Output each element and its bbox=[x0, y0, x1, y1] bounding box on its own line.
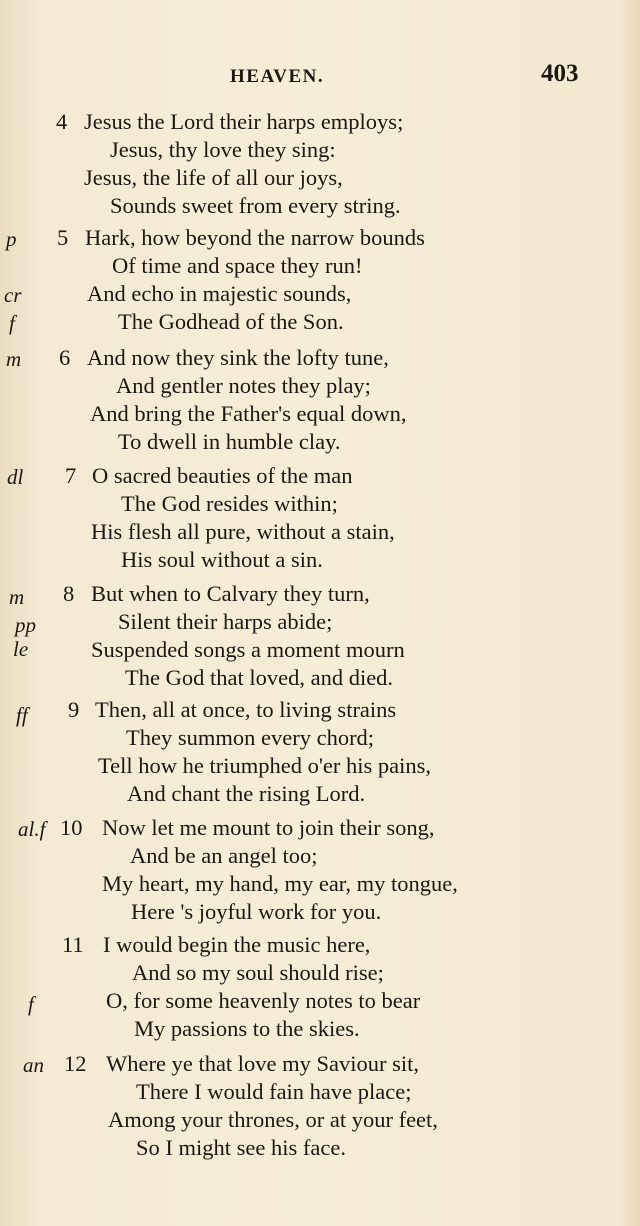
verse-line: I would begin the music here, bbox=[103, 932, 371, 957]
verse-line: The God that loved, and died. bbox=[125, 665, 394, 690]
verse-line: My heart, my hand, my ear, my tongue, bbox=[102, 871, 458, 896]
verse-line: Among your thrones, or at your feet, bbox=[108, 1107, 438, 1132]
verse-line: Suspended songs a moment mourn bbox=[91, 637, 405, 662]
verse-line: To dwell in humble clay. bbox=[118, 429, 341, 454]
verse-line: Sounds sweet from every string. bbox=[110, 193, 401, 218]
dynamic-mark: p bbox=[6, 227, 17, 251]
verse-line: His soul without a sin. bbox=[121, 547, 323, 572]
verse-line: O sacred beauties of the man bbox=[92, 463, 353, 488]
verse-line: Of time and space they run! bbox=[112, 253, 363, 278]
verse-line: Jesus the Lord their harps employs; bbox=[84, 109, 404, 134]
verse-line: And be an angel too; bbox=[130, 843, 318, 868]
verse-line: My passions to the skies. bbox=[134, 1016, 360, 1041]
dynamic-mark: al.f bbox=[18, 817, 46, 841]
dynamic-mark: ff bbox=[16, 703, 28, 727]
dynamic-mark: m bbox=[6, 347, 22, 371]
stanza-number: 6 bbox=[59, 345, 71, 370]
verse-line: Jesus, the life of all our joys, bbox=[84, 165, 343, 190]
dynamic-mark: le bbox=[13, 637, 29, 661]
verse-line: Now let me mount to join their song, bbox=[102, 815, 435, 840]
dynamic-mark: f bbox=[9, 311, 15, 335]
verse-line: His flesh all pure, without a stain, bbox=[91, 519, 395, 544]
stanza-number: 7 bbox=[65, 463, 77, 488]
stanza-number: 8 bbox=[63, 581, 75, 606]
verse-line: Tell how he triumphed o'er his pains, bbox=[98, 753, 432, 778]
verse-line: And chant the rising Lord. bbox=[127, 781, 366, 806]
verse-line: So I might see his face. bbox=[136, 1135, 346, 1160]
verse-line: The God resides within; bbox=[121, 491, 338, 516]
stanza-number: 10 bbox=[60, 815, 83, 840]
verse-line: And bring the Father's equal down, bbox=[90, 401, 407, 426]
page-number: 403 bbox=[541, 60, 579, 87]
verse-line: Jesus, thy love they sing: bbox=[110, 137, 336, 162]
verse-line: Hark, how beyond the narrow bounds bbox=[85, 225, 425, 250]
dynamic-mark: an bbox=[23, 1053, 44, 1077]
verse-line: They summon every chord; bbox=[126, 725, 375, 750]
verse-line: Then, all at once, to living strains bbox=[95, 697, 397, 722]
dynamic-mark: cr bbox=[4, 283, 22, 307]
stanza-number: 12 bbox=[64, 1051, 87, 1076]
verse-line: And echo in majestic sounds, bbox=[87, 281, 352, 306]
verse-line: Where ye that love my Saviour sit, bbox=[106, 1051, 420, 1076]
verse-line: And gentler notes they play; bbox=[116, 373, 371, 398]
verse-line: Here 's joyful work for you. bbox=[131, 899, 382, 924]
stanza-number: 5 bbox=[57, 225, 69, 250]
verse-line: But when to Calvary they turn, bbox=[91, 581, 370, 606]
verse-line: And so my soul should rise; bbox=[132, 960, 384, 985]
stanza-number: 11 bbox=[62, 932, 84, 957]
dynamic-mark: dl bbox=[7, 465, 24, 489]
verse-line: There I would fain have place; bbox=[136, 1079, 412, 1104]
verse-line: And now they sink the lofty tune, bbox=[87, 345, 389, 370]
verse-line: The Godhead of the Son. bbox=[118, 309, 344, 334]
verse-line: Silent their harps abide; bbox=[118, 609, 333, 634]
stanza-number: 9 bbox=[68, 697, 80, 722]
verse-line: O, for some heavenly notes to bear bbox=[106, 988, 421, 1013]
running-title: HEAVEN. bbox=[230, 66, 325, 87]
stanza-number: 4 bbox=[56, 109, 68, 134]
dynamic-mark: pp bbox=[15, 613, 36, 637]
dynamic-mark: m bbox=[9, 585, 25, 609]
dynamic-mark: f bbox=[28, 992, 34, 1016]
